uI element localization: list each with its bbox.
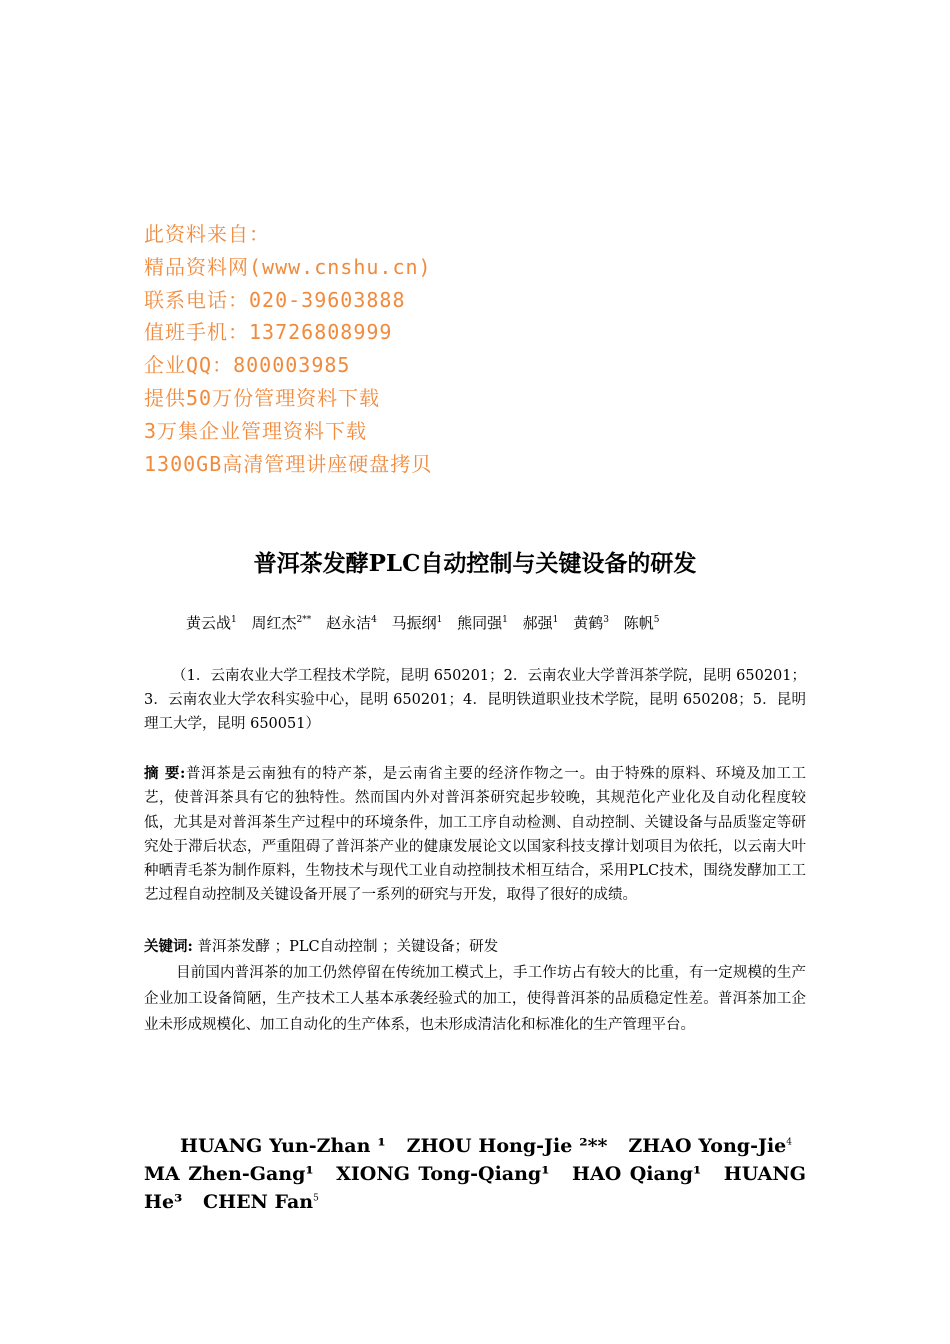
source-notice-line: 提供50万份管理资料下载 (144, 385, 381, 410)
source-notice-line: 此资料来自： (144, 222, 270, 246)
author-cn (326, 614, 377, 632)
author-en-name: ZHOU Hong-Jie (406, 1135, 573, 1157)
affiliation-mark: 5 (653, 615, 660, 625)
author-name: 黄鹤 (573, 614, 604, 632)
keywords-text: 普洱茶发酵 ；PLC自动控制 ；关键设备；研发 (197, 939, 499, 955)
author-name: 周红杰 (251, 614, 297, 632)
body-paragraph: 目前国内普洱茶的加工仍然停留在传统加工模式上，手工作坊占有较大的比重，有一定规模的生产企业加工设备简陋，生产技术工人基本承袭经验式的加工，使得普洱茶的品质稳定性差。普洱茶加工企业未形成规模化、加工自动化的生产体系，也未形成清洁化和标准化的生产管理平台。 (144, 965, 806, 1033)
author-en (407, 1135, 608, 1157)
author-name: 马振纲 (391, 614, 437, 632)
source-notice-line: 值班手机：13726808999 (144, 320, 393, 345)
affiliation-mark: ¹ (305, 1163, 314, 1185)
author-cn (573, 614, 609, 632)
author-en-name: HAO Qiang (572, 1163, 693, 1185)
keywords (144, 935, 806, 959)
author-en-name: ZHAO Yong-Jie (628, 1135, 787, 1157)
affiliation-mark: 1 (552, 615, 559, 625)
author-en-name: HUANG He (144, 1163, 807, 1213)
author-en-name: CHEN Fan (203, 1191, 314, 1213)
author-en-name: HUANG Yun-Zhan (180, 1135, 371, 1157)
source-notice-block (144, 218, 644, 480)
author-en-name: MA Zhen-Gang (144, 1163, 306, 1185)
abstract (144, 762, 806, 908)
affiliation-mark: ²** (572, 1135, 608, 1157)
source-notice-line: 3万集企业管理资料下载 (144, 418, 368, 443)
affiliation-mark: 4 (786, 1137, 792, 1148)
author-cn (523, 614, 559, 632)
affiliation-mark: 1 (502, 615, 508, 625)
author-cn (624, 614, 660, 632)
affiliation-mark: 1 (231, 615, 237, 625)
author-name: 赵永洁 (326, 614, 372, 632)
affiliation-mark: 3 (603, 615, 609, 625)
author-name: 熊同强 (457, 614, 503, 632)
author-en (336, 1163, 549, 1185)
abstract-label: 摘 要: (144, 765, 186, 782)
affiliation-mark: ³ (174, 1191, 183, 1213)
affiliations: （1．云南农业大学工程技术学院，昆明 650201；2．云南农业大学普洱茶学院，昆明 650201；3．云南农业大学农科实验中心，昆明 650201；4．昆明铁道职业技术学院，昆明 650208；5．昆明理工大学，昆明 650051） (144, 668, 806, 732)
author-cn (392, 614, 443, 632)
source-notice-line: 联系电话：020-39603888 (144, 287, 406, 312)
keywords-label: 关键词: (144, 938, 193, 955)
source-notice-line: 精品资料网(www.cnshu.cn) (144, 254, 432, 279)
affiliation-mark: ¹ (692, 1163, 702, 1185)
author-name: 郝强 (522, 614, 553, 632)
affiliation-mark: ¹ (370, 1135, 386, 1157)
affiliation-mark: 5 (313, 1193, 319, 1204)
abstract-text: 普洱茶是云南独有的特产茶，是云南省主要的经济作物之一。由于特殊的原料、环境及加工工艺，使普洱茶具有它的独特性。然而国内外对普洱茶研究起步较晚，其规范化产业化及自动化程度较低，尤其是对普洱茶生产过程中的环境条件，加工工序自动检测、自动控制、关键设备与品质鉴定等研究处于滞后状态，严重阻碍了普洱茶产业的健康发展论文以国家科技支撑计划项目为依托，以云南大叶种晒青毛茶为制作原料，生物技术与现代工业自动控制技术相互结合，采用PLC技术，围绕发酵加工工艺过程自动控制及关键设备开展了一系列的研究与开发，取得了很好的成绩。 (144, 766, 807, 904)
author-cn (186, 614, 237, 632)
author-en (628, 1135, 792, 1157)
source-notice-line: 企业QQ：800003985 (144, 353, 351, 378)
author-cn (457, 614, 508, 632)
authors-english (144, 1132, 806, 1216)
author-en-name: XIONG Tong-Qiang (336, 1163, 542, 1185)
author-en (180, 1135, 386, 1157)
authors-chinese (186, 612, 669, 633)
author-en (572, 1163, 701, 1185)
author-en (144, 1163, 314, 1185)
author-en (203, 1191, 319, 1213)
author-name: 陈帆 (623, 614, 654, 632)
affiliation-mark: 4 (371, 615, 377, 625)
author-name: 黄云战 (186, 614, 232, 632)
affiliation-mark: 2** (296, 615, 312, 625)
author-cn (252, 614, 312, 632)
source-notice-line: 1300GB高清管理讲座硬盘拷贝 (144, 451, 433, 476)
paper-title: 普洱茶发酵PLC自动控制与关键设备的研发 (253, 550, 697, 577)
affiliation-mark: 1 (436, 615, 443, 625)
affiliation-mark: ¹ (541, 1163, 550, 1185)
